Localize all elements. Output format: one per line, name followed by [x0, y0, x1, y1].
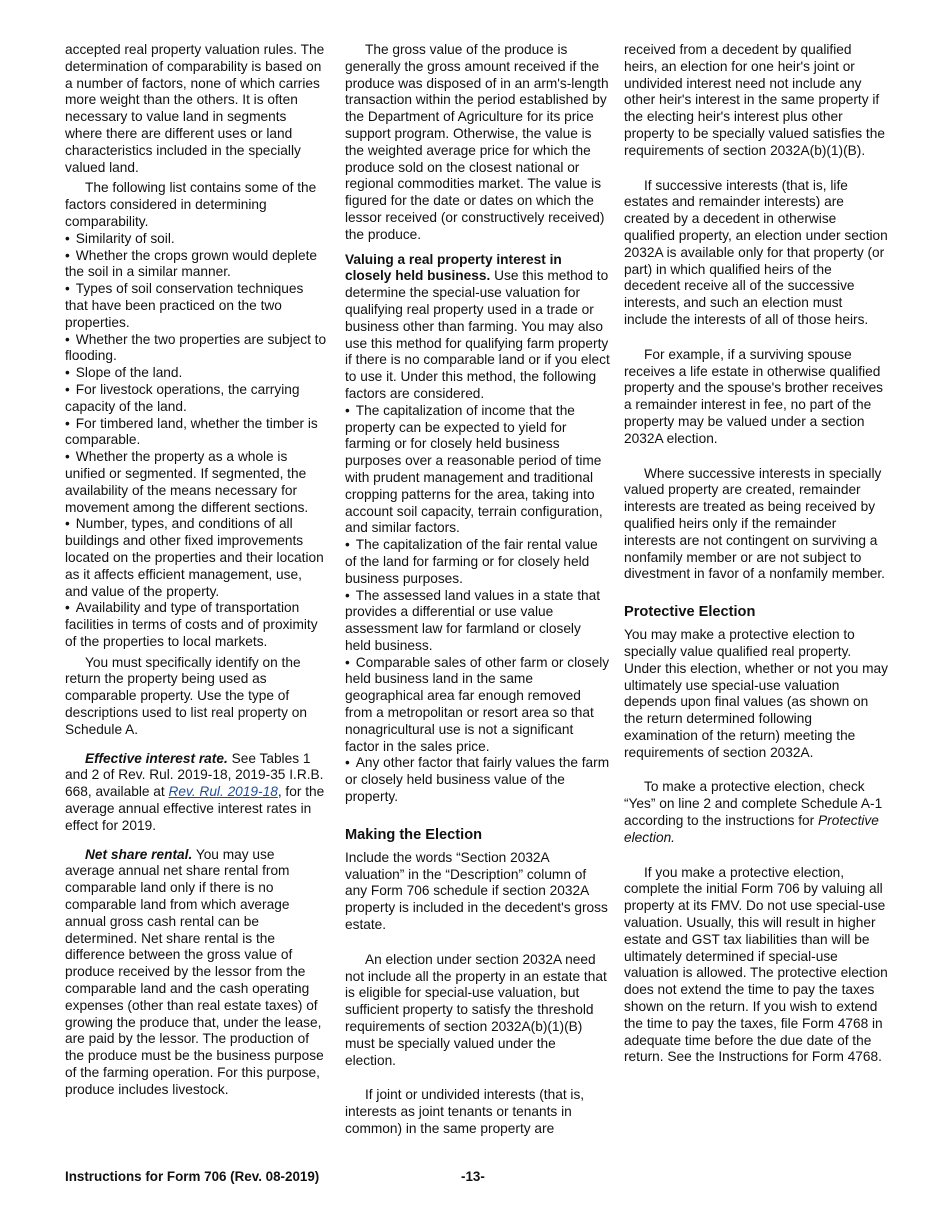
paragraph-text: See Tables 1 and 2 of Rev. Rul. 2019-18, 2019-35 I.R.B. 668, available at: [65, 750, 324, 800]
run-in-heading: Effective interest rate.: [85, 750, 228, 766]
list-item: • Any other factor that fairly values the farm or closely held business value of the property.: [345, 755, 610, 805]
list-item: • The capitalization of the fair rental value of the land for farming or for closely held business purposes.: [345, 537, 610, 587]
heading-making-the-election: Making the Election: [345, 826, 483, 843]
paragraph-net-share-rental: [65, 847, 327, 1099]
column-right: [624, 42, 888, 1066]
comparability-factors-list: [65, 231, 327, 651]
list-item: • Whether the crops grown would deplete the soil in a similar manner.: [65, 248, 327, 282]
footer-form-title: Instructions for Form 706 (Rev. 08-2019): [65, 1169, 320, 1184]
paragraph-joint-interests: If joint or undivided interests (that is, interests as joint tenants or tenants in common) in the same property are: [345, 1087, 585, 1137]
column-left: [65, 42, 327, 1099]
valuation-factors-list: [345, 403, 610, 806]
list-item: • For livestock operations, the carrying capacity of the land.: [65, 382, 327, 416]
paragraph-text: You may use average annual net share rental from comparable land only if there is no comparable land from which average annual gross cash rental can be determined. Net share rental is the difference between the gross value of produce received by the lessor from the comparable land and the cash operating expenses (other than real estate taxes) of growing the produce that, under the lease, are paid by the lessor. The production of the produce must be the business purpose of the farming operation. For this purpose, produce includes livestock.: [65, 846, 324, 1097]
paragraph-factors-intro: The following list contains some of the factors considered in determining comparability.: [65, 180, 317, 229]
paragraph-remainder-interests: Where successive interests in specially valued property are created, remainder interests are treated as being received by qualified heirs only if the remainder interests are not contingent on surviving a nonfamily member or are not subject to divestment in favor of a nonfamily member.: [624, 465, 885, 582]
paragraph-initial-form: If you make a protective election, complete the initial Form 706 by valuing all property at its FMV. Do not use special-use valuation. Usually, this will result in higher estate and GST tax liabilities than will be ultimately determined if special-use valuation is allowed. The protective election does not extend the time to pay the taxes shown on the return. If you wish to extend the time to pay the taxes, file Form 4768 in adequate time before the due date of the return. See the Instructions for Form 4768.: [624, 864, 888, 1065]
paragraph-text: , for the average annual effective interest rates in effect for 2019.: [65, 784, 325, 833]
list-item: • The capitalization of income that the property can be expected to yield for farming or for closely held business purposes over a reasonable period of time with prudent management and traditional cropping patterns for the area, taking into account soil capacity, terrain configuration, and similar factors.: [345, 403, 610, 537]
paragraph-example: For example, if a surviving spouse receives a life estate in otherwise qualified property and the spouse's brother receives a remainder interest in fee, no part of the property may be valued under a section 2032A election.: [624, 346, 884, 446]
paragraph-text: To make a protective election, check “Yes” on line 2 and complete Schedule A-1 according to the instructions for: [624, 779, 883, 829]
list-item: • Number, types, and conditions of all buildings and other fixed improvements located on the properties and their location as it affects efficient management, use, and value of the property.: [65, 516, 327, 600]
list-item: • Slope of the land.: [65, 365, 327, 382]
paragraph-gross-value: The gross value of the produce is generally the gross amount received if the produce was disposed of in an arm's-length transaction within the period established by the Department of Agriculture for its price support program. Otherwise, the value is the weighted average price for which the produce sold on the closest national or regional commodities market. The value is figured for the date or dates on which the lessor received (or constructively received) the produce.: [345, 42, 609, 242]
paragraph-election-scope: An election under section 2032A need not include all the property in an estate that is eligible for special-use valuation, but sufficient property to satisfy the threshold requirements of section 2032A(b)(1)(B) must be specially valued under the election.: [345, 951, 607, 1068]
paragraph-make-protective-election: [624, 779, 888, 846]
list-item: • For timbered land, whether the timber is comparable.: [65, 416, 327, 450]
list-item: • Comparable sales of other farm or closely held business land in the same geographical area far enough removed from a metropolitan or resort area so that nonagricultural use is not a significant factor in the sales price.: [345, 655, 610, 756]
column-middle: [345, 42, 610, 1138]
heading-protective-election: Protective Election: [624, 604, 756, 621]
run-in-heading: Valuing a real property interest in closely held business.: [345, 251, 562, 284]
paragraph-protective-election: You may make a protective election to specially value qualified real property. Under this election, whether or not you may ultimately use special-use valuation depends upon final values (as shown on the return determined following examination of the return) meeting the requirements of section 2032A.: [624, 627, 888, 760]
page-number: -13-: [461, 1169, 485, 1184]
paragraph-description-column: Include the words “Section 2032A valuation” in the “Description” column of any Form 706 schedule if section 2032A property is included in the decedent's gross estate.: [345, 849, 608, 933]
run-in-heading: Net share rental.: [85, 846, 193, 862]
paragraph-effective-interest-rate: [65, 751, 327, 835]
list-item: • The assessed land values in a state that provides a differential or use value assessment law for farmland or closely held business.: [345, 588, 610, 655]
rev-rul-link[interactable]: Rev. Rul. 2019-18: [168, 784, 278, 800]
list-item: • Whether the two properties are subject to flooding.: [65, 332, 327, 366]
paragraph-valuing-closely-held: [345, 252, 610, 403]
list-item: • Whether the property as a whole is unified or segmented. If segmented, the availability of the means necessary for movement among the different sections.: [65, 449, 327, 516]
paragraph-text: Use this method to determine the special-use valuation for qualifying real property used in a trade or business other than farming. You may also use this method for qualifying farm property if there is no comparable land or if you elect to use it. Under this method, the following factors are considered.: [345, 268, 610, 401]
list-item: • Types of soil conservation techniques that have been practiced on the two properties.: [65, 281, 327, 331]
list-item: • Availability and type of transportation facilities in terms of costs and of proximity of the properties to local markets.: [65, 600, 327, 650]
paragraph-successive-interests: If successive interests (that is, life estates and remainder interests) are created by a decedent in otherwise qualified property, an election under section 2032A is available only for that property (or part) in which qualified heirs of the decedent receive all of the successive interests, and such an election must include the interests of all of those heirs.: [624, 177, 888, 327]
paragraph-valuation-rules: accepted real property valuation rules. The determination of comparability is based on a number of factors, none of which carries more weight than the others. It is often necessary to value land in segments where there are different uses or land characteristics included in the specially valued land.: [65, 42, 325, 175]
list-item: • Similarity of soil.: [65, 231, 327, 248]
italic-reference: Protective election.: [624, 813, 879, 845]
paragraph-identify-property: You must specifically identify on the return the property being used as comparable property. Use the type of descriptions used to list real property on Schedule A.: [65, 654, 307, 737]
paragraph-qualified-heirs: received from a decedent by qualified heirs, an election for one heir's joint or undivided interest need not include any other heir's interest in the same property if the electing heir's interest plus other property to be specially valued satisfies the requirements of section 2032A(b)(1)(B).: [624, 42, 885, 158]
